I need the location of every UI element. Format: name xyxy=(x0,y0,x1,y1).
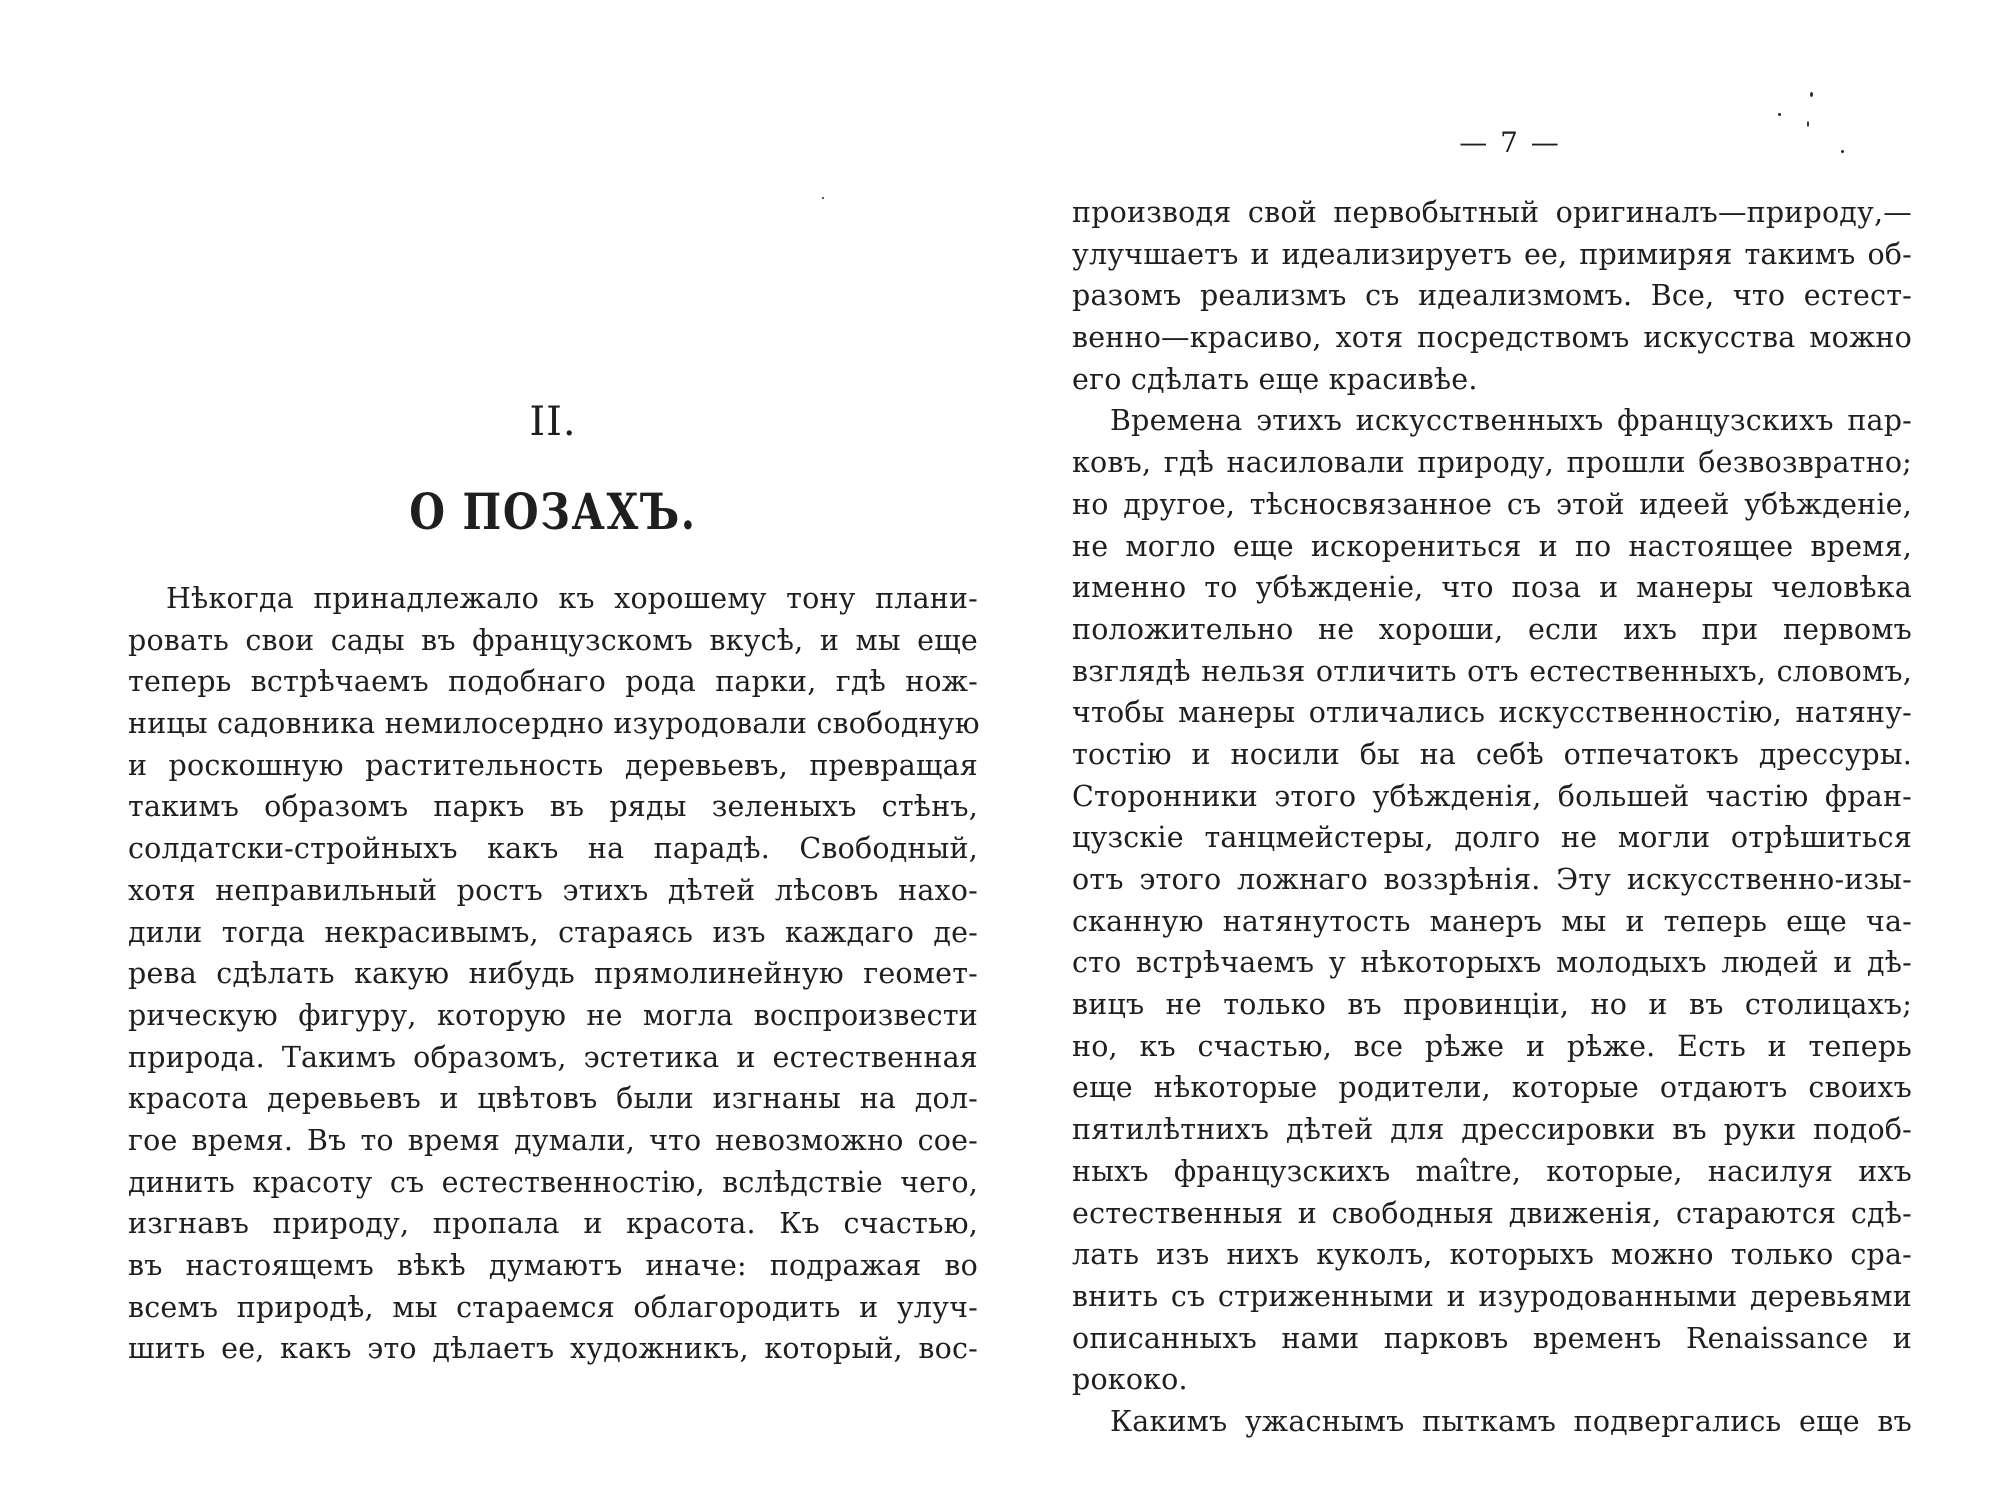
text-line: еще нѣкоторые родители, которые отдаютъ своихъ xyxy=(1072,1071,1912,1105)
text-line: ковъ, гдѣ насиловали природу, прошли безвозвратно; xyxy=(1072,446,1912,480)
text-line: ныхъ французскихъ maître, которые, насилуя ихъ xyxy=(1072,1154,1912,1188)
chapter-number: II. xyxy=(529,399,577,445)
text-line: не могло еще искорениться и по настоящее время, xyxy=(1072,529,1912,563)
text-line: Какимъ ужаснымъ пыткамъ подвергались еще въ xyxy=(1110,1404,1912,1438)
text-line: природа. Такимъ образомъ, эстетика и естественная xyxy=(128,1040,978,1074)
text-line: его сдѣлать еще красивѣе. xyxy=(1072,362,1478,396)
text-line: разомъ реализмъ съ идеализмомъ. Все, что естест- xyxy=(1072,279,1912,313)
text-line: Нѣкогда принадлежало къ хорошему тону плани- xyxy=(166,582,978,615)
text-line: внить съ стриженными и изуродованными деревьями xyxy=(1072,1279,1912,1313)
text-line: именно то убѣжденіе, что поза и манеры человѣка xyxy=(1072,571,1912,605)
scan-speck xyxy=(1841,150,1844,153)
text-line: производя свой первобытный оригиналъ—природу,— xyxy=(1072,196,1912,229)
text-line: чтобы манеры отличались искусственностію, натяну- xyxy=(1072,696,1912,730)
text-line: всемъ природѣ, мы стараемся облагородить и улуч- xyxy=(128,1290,978,1324)
text-line: шить ее, какъ это дѣлаетъ художникъ, который, вос- xyxy=(128,1332,978,1366)
text-line: улучшаетъ и идеализируетъ ее, примиряя такимъ об- xyxy=(1072,237,1912,271)
scan-speck xyxy=(822,197,824,199)
text-line: тостію и носили бы на себѣ отпечатокъ дрессуры. xyxy=(1072,737,1912,771)
text-line: дили тогда некрасивымъ, стараясь изъ каждаго де- xyxy=(128,915,978,949)
text-line: вицъ не только въ провинціи, но и въ столицахъ; xyxy=(1072,988,1912,1022)
text-line: но другое, тѣсносвязанное съ этой идеей убѣжденіе, xyxy=(1072,487,1912,521)
left-page-body xyxy=(128,578,978,1370)
text-line: венно—красиво, хотя посредствомъ искусства можно xyxy=(1072,321,1912,355)
text-line: положительно не хороши, если ихъ при первомъ xyxy=(1072,612,1912,646)
text-line: ницы садовника немилосердно изуродовали свободную xyxy=(128,707,980,741)
text-line: Сторонники этого убѣжденія, большей частію фран- xyxy=(1072,779,1912,813)
scan-speck xyxy=(1810,92,1813,97)
text-line: взглядѣ нельзя отличить отъ естественныхъ, словомъ, xyxy=(1072,654,1912,688)
chapter-title: О ПОЗАХЪ. xyxy=(409,482,697,541)
right-page-body xyxy=(1072,192,1912,1443)
text-line: и роскошную растительность деревьевъ, превращая xyxy=(128,748,978,782)
text-line: описанныхъ нами парковъ временъ Renaissance и xyxy=(1072,1321,1912,1355)
right-page xyxy=(1000,0,2000,1499)
text-line: солдатски-стройныхъ какъ на парадѣ. Свободный, xyxy=(128,832,978,866)
text-line: лать изъ нихъ куколъ, которыхъ можно только сра- xyxy=(1072,1238,1912,1272)
text-line: Времена этихъ искусственныхъ французскихъ пар- xyxy=(1110,404,1912,438)
text-line: ровать свои сады въ французскомъ вкусѣ, и мы еще xyxy=(128,623,978,657)
text-line: цузскіе танцмейстеры, долго не могли отрѣшиться xyxy=(1072,821,1912,855)
text-line: пятилѣтнихъ дѣтей для дрессировки въ руки подоб- xyxy=(1072,1113,1912,1147)
text-line: гое время. Въ то время думали, что невозможно сое- xyxy=(128,1123,978,1157)
text-line: такимъ образомъ паркъ въ ряды зеленыхъ стѣнъ, xyxy=(128,790,978,824)
text-line: рическую фигуру, которую не могла воспроизвести xyxy=(128,998,978,1032)
text-line: рококо. xyxy=(1072,1363,1188,1397)
text-line: отъ этого ложнаго воззрѣнія. Эту искусственно-изы- xyxy=(1072,863,1912,896)
scan-speck xyxy=(1778,113,1781,116)
text-line: сканную натянутость манеръ мы и теперь еще ча- xyxy=(1072,904,1912,938)
text-line: теперь встрѣчаемъ подобнаго рода парки, гдѣ нож- xyxy=(128,665,978,699)
text-line: хотя неправильный ростъ этихъ дѣтей лѣсовъ нахо- xyxy=(128,873,978,907)
text-line: рева сдѣлать какую нибудь прямолинейную геомет- xyxy=(128,957,978,991)
text-line: динить красоту съ естественностію, вслѣдствіе чего, xyxy=(128,1165,978,1199)
text-line: сто встрѣчаемъ у нѣкоторыхъ молодыхъ людей и дѣ- xyxy=(1072,946,1912,980)
text-line: въ настоящемъ вѣкѣ думаютъ иначе: подражая во xyxy=(128,1249,978,1282)
text-line: красота деревьевъ и цвѣтовъ были изгнаны на дол- xyxy=(128,1082,978,1116)
page-number: — 7 — xyxy=(1459,126,1561,159)
text-line: естественныя и свободныя движенія, стараются сдѣ- xyxy=(1072,1196,1912,1230)
text-line: но, къ счастью, все рѣже и рѣже. Есть и теперь xyxy=(1072,1029,1912,1063)
scan-speck xyxy=(1807,121,1809,127)
text-line: изгнавъ природу, пропала и красота. Къ счастью, xyxy=(128,1207,978,1241)
